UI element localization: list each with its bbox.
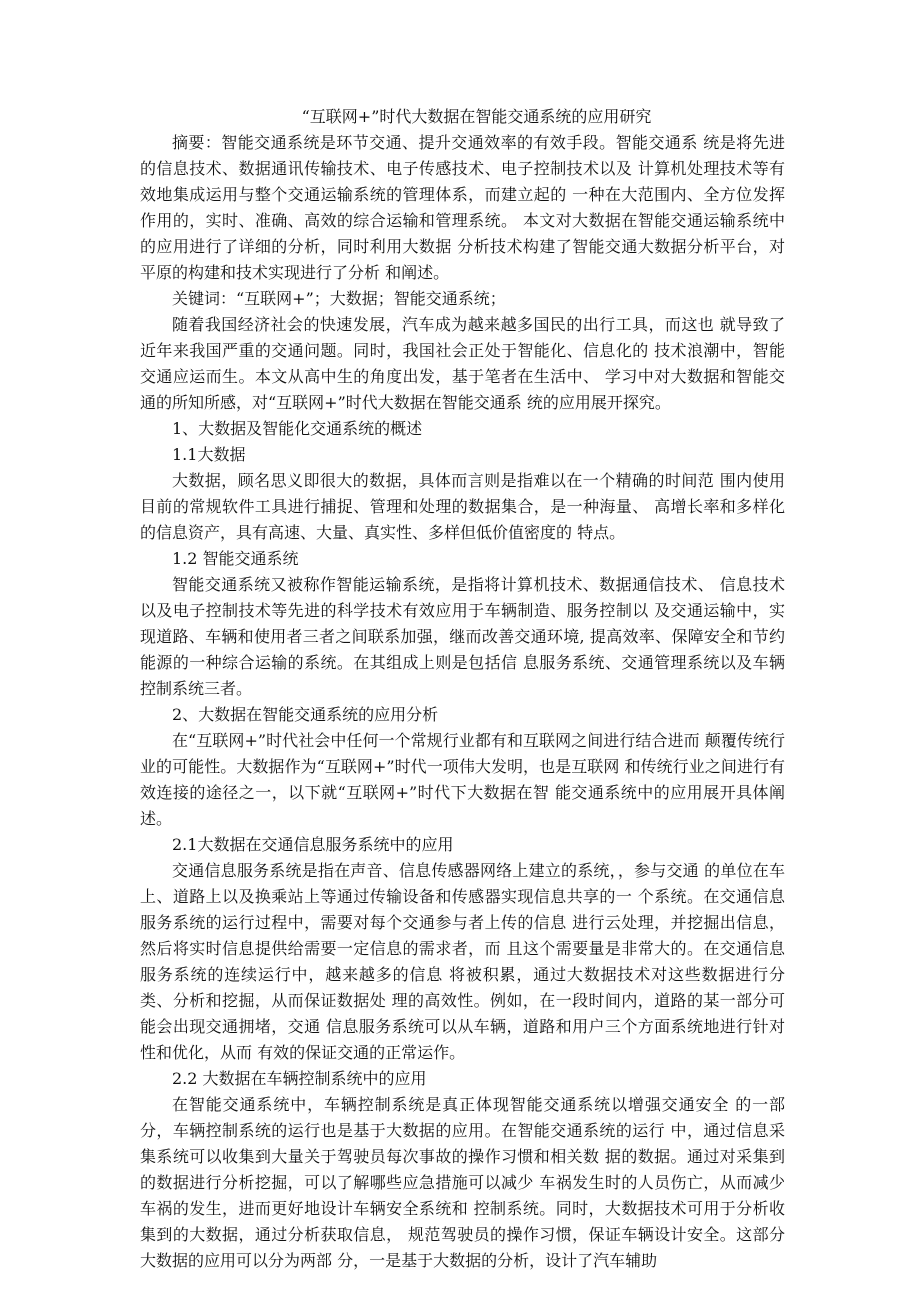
subsection-heading-1-1: 1.1大数据 [172,445,246,464]
section-heading-1: 1、大数据及智能化交通系统的概述 [172,419,423,438]
document-page [140,104,785,1274]
paragraph-2-2: 在智能交通系统中，车辆控制系统是真正体现智能交通系统以增强交通安全 的一部分，车辆控制系统的运行也是基于大数据的应用。在智能交通系统的运行 中，通过信息采集系统可以收集到大量关于驾驶员每次事故的操作习惯和相关数 据的数据。通过对采集到的数据进行分析挖掘，可以了解哪些应急措施可以减少 车祸发生时的人员伤亡，从而减少车祸的发生，进而更好地设计车辆安全系统和 控制系统。同时，大数据技术可用于分析收集到的大数据，通过分析获取信息， 规范驾驶员的操作习惯，保证车辆设计安全。这部分大数据的应用可以分为两部 分，一是基于大数据的分析，设计了汽车辅助 [140,1095,785,1270]
paragraph-1-2: 智能交通系统又被称作智能运输系统，是指将计算机技术、数据通信技术、 信息技术以及电子控制技术等先进的科学技术有效应用于车辆制造、服务控制以 及交通运输中，实现道路、车辆和使用者三者之间联系加强，继而改善交通环境, 提高效率、保障安全和节约能源的一种综合运输的系统。在其组成上则是包括信 息服务系统、交通管理系统以及车辆控制系统三者。 [140,575,785,698]
paragraph-2: 在“互联网+”时代社会中任何一个常规行业都有和互联网之间进行结合进而 颠覆传统行业的可能性。大数据作为“互联网+”时代一项伟大发明，也是互联网 和传统行业之间进行有效连接的途径之一，以下就“互联网+”时代下大数据在智 能交通系统中的应用展开具体阐述。 [140,731,785,828]
abstract-paragraph: 摘要：智能交通系统是环节交通、提升交通效率的有效手段。智能交通系 统是将先进的信息技术、数据通讯传输技术、电子传感技术、电子控制技术以及 计算机处理技术等有效地集成运用与整个交通运输系统的管理体系，而建立起的 一种在大范围内、全方位发挥作用的，实时、准确、高效的综合运输和管理系统。 本文对大数据在智能交通运输系统中的应用进行了详细的分析，同时利用大数据 分析技术构建了智能交通大数据分析平台，对平原的构建和技术实现进行了分析 和阐述。 [140,133,785,282]
keywords-line: 关键词：“互联网+”；大数据；智能交通系统； [172,289,506,308]
section-heading-2: 2、大数据在智能交通系统的应用分析 [172,705,439,724]
subsection-heading-1-2: 1.2 智能交通系统 [172,549,299,568]
subsection-heading-2-2: 2.2 大数据在车辆控制系统中的应用 [172,1069,427,1088]
intro-paragraph: 随着我国经济社会的快速发展，汽车成为越来越多国民的出行工具，而这也 就导致了近年来我国严重的交通问题。同时，我国社会正处于智能化、信息化的 技术浪潮中，智能交通应运而生。本文从高中生的角度出发，基于笔者在生活中、 学习中对大数据和智能交通的所知所感，对“互联网+”时代大数据在智能交通系 统的应用展开探究。 [140,315,785,412]
subsection-heading-2-1: 2.1大数据在交通信息服务系统中的应用 [172,835,454,854]
paragraph-1-1: 大数据，顾名思义即很大的数据，具体而言则是指难以在一个精确的时间范 围内使用目前的常规软件工具进行捕捉、管理和处理的数据集合，是一种海量、 高增长率和多样化的信息资产，具有高速、大量、真实性、多样但低价值密度的 特点。 [140,471,785,542]
paragraph-2-1: 交通信息服务系统是指在声音、信息传感器网络上建立的系统，，参与交通 的单位在车上、道路上以及换乘站上等通过传输设备和传感器实现信息共享的一 个系统。在交通信息服务系统的运行过程中，需要对每个交通参与者上传的信息 进行云处理，并挖掘出信息，然后将实时信息提供给需要一定信息的需求者，而 且这个需要量是非常大的。在交通信息服务系统的连续运行中，越来越多的信息 将被积累，通过大数据技术对这些数据进行分类、分析和挖掘，从而保证数据处 理的高效性。例如，在一段时间内，道路的某一部分可能会出现交通拥堵，交通 信息服务系统可以从车辆，道路和用户三个方面系统地进行针对性和优化，从而 有效的保证交通的正常运作。 [140,861,785,1062]
document-title: “互联网+”时代大数据在智能交通系统的应用研究 [301,107,652,126]
